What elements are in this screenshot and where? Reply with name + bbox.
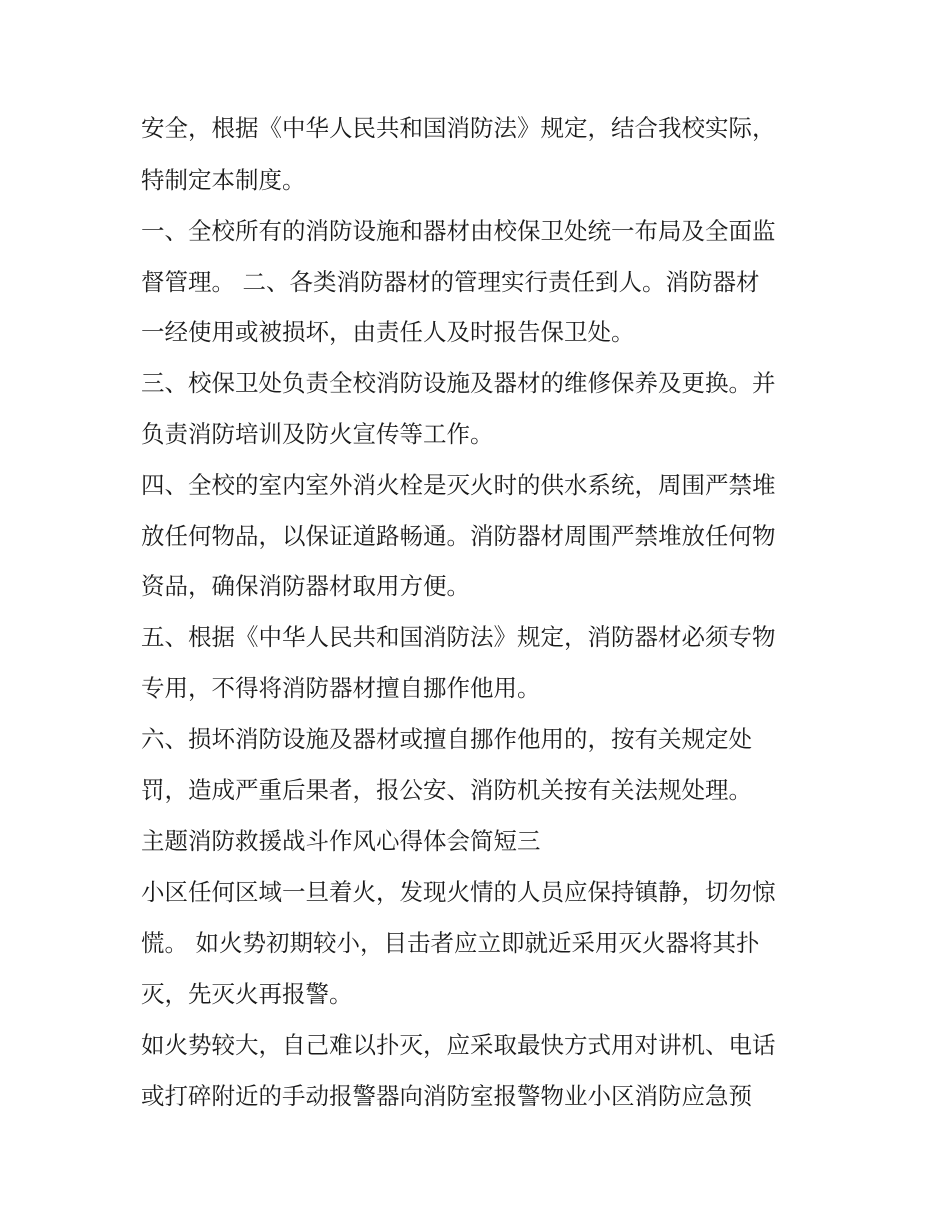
text-line: 小区任何区域一旦着火，发现火情的人员应保持镇静，切勿惊 bbox=[141, 878, 776, 906]
section-heading: 主题消防救援战斗作风心得体会简短三 bbox=[141, 827, 541, 855]
text-line: 六、损坏消防设施及器材或擅自挪作他用的，按有关规定处 bbox=[141, 725, 752, 753]
text-line: 安全，根据《中华人民共和国消防法》规定，结合我校实际， bbox=[141, 114, 776, 142]
text-line: 放任何物品，以保证道路畅通。消防器材周围严禁堆放任何物 bbox=[141, 522, 776, 550]
text-line: 特制定本制度。 bbox=[141, 166, 306, 194]
text-line: 慌。 如火势初期较小，目击者应立即就近采用灭火器将其扑 bbox=[141, 929, 760, 957]
text-line: 督管理。 二、各类消防器材的管理实行责任到人。消防器材 bbox=[141, 268, 760, 296]
text-line: 专用，不得将消防器材擅自挪作他用。 bbox=[141, 674, 541, 702]
text-line: 五、根据《中华人民共和国消防法》规定，消防器材必须专物 bbox=[141, 623, 776, 651]
text-line: 一经使用或被损坏，由责任人及时报告保卫处。 bbox=[141, 318, 635, 346]
text-line: 负责消防培训及防火宣传等工作。 bbox=[141, 420, 494, 448]
text-line: 灭，先灭火再报警。 bbox=[141, 980, 353, 1008]
text-line: 一、全校所有的消防设施和器材由校保卫处统一布局及全面监 bbox=[141, 217, 776, 245]
text-line: 三、校保卫处负责全校消防设施及器材的维修保养及更换。并 bbox=[141, 369, 776, 397]
text-line: 罚，造成严重后果者，报公安、消防机关按有关法规处理。 bbox=[141, 776, 752, 804]
text-line: 资品，确保消防器材取用方便。 bbox=[141, 572, 470, 600]
text-line: 如火势较大，自己难以扑灭，应采取最快方式用对讲机、电话 bbox=[141, 1031, 776, 1059]
text-line: 或打碎附近的手动报警器向消防室报警物业小区消防应急预 bbox=[141, 1082, 752, 1110]
text-line: 四、全校的室内室外消火栓是灭火时的供水系统，周围严禁堆 bbox=[141, 471, 776, 499]
